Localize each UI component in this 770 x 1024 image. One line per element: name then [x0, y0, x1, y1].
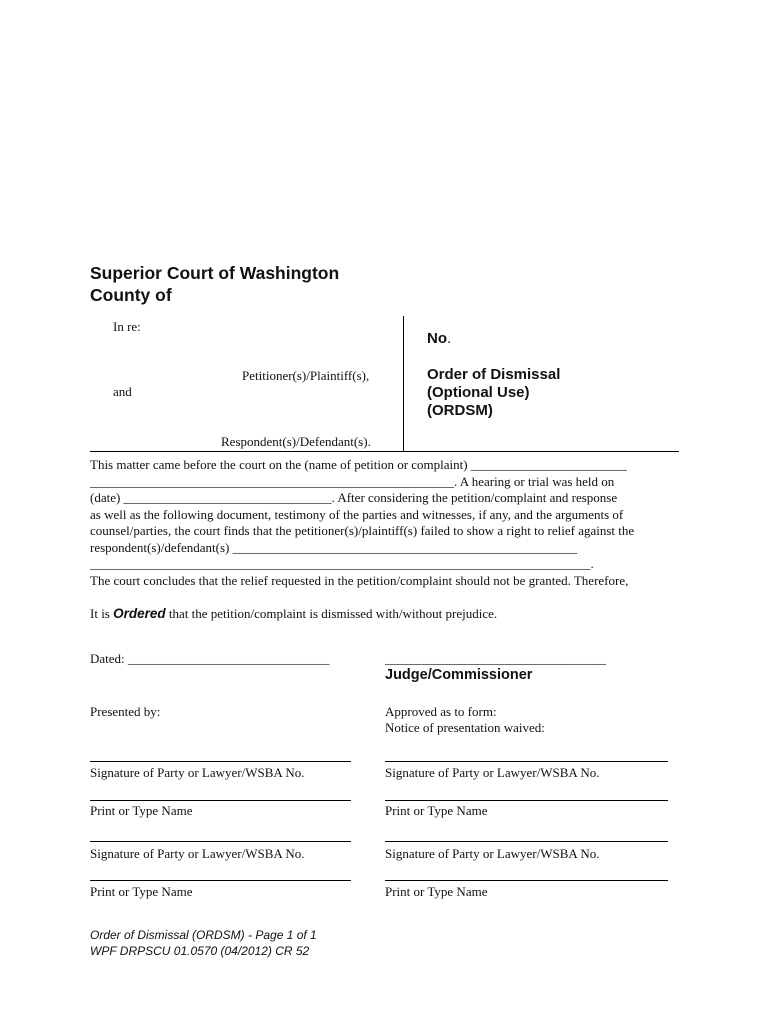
case-number-label: No	[427, 330, 447, 347]
print-name-line-right-2	[385, 880, 668, 881]
county-label: County of	[90, 285, 172, 305]
order-title-line: (ORDSM)	[427, 402, 493, 419]
page-footer	[90, 928, 317, 959]
signature-label-right-1: Signature of Party or Lawyer/WSBA No.	[385, 765, 600, 780]
body-paragraph	[90, 457, 634, 589]
notice-waived-label: Notice of presentation waived:	[385, 720, 545, 735]
print-label-left-2: Print or Type Name	[90, 884, 193, 899]
body-line: This matter came before the court on the (name of petition or complaint) ________________________	[90, 457, 627, 472]
dated-line: Dated: _______________________________	[90, 651, 330, 666]
signature-line-right-2	[385, 841, 668, 842]
body-line: ________________________________________________________. A hearing or trial was held on	[90, 473, 615, 489]
body-line: (date) ________________________________. After considering the petition/complaint and response	[90, 490, 618, 505]
body-line: The court concludes that the relief requested in the petition/complaint should not be granted. Therefore,	[90, 572, 629, 588]
ordered-sentence	[90, 606, 497, 623]
petitioner-label: Petitioner(s)/Plaintiff(s),	[242, 368, 370, 383]
print-label-left-1: Print or Type Name	[90, 803, 193, 818]
footer-title: Order of Dismissal (ORDSM) - Page 1 of 1	[90, 928, 317, 942]
body-line: _____________________________________________________________________________.	[90, 556, 594, 571]
court-name: Superior Court of Washington	[90, 263, 340, 283]
body-line: respondent(s)/defendant(s) _____________________________________________________	[90, 539, 578, 555]
order-title-line: (Optional Use)	[427, 384, 530, 401]
signature-label-left-2: Signature of Party or Lawyer/WSBA No.	[90, 846, 305, 861]
footer-form-code: WPF DRPSCU 01.0570 (04/2012) CR 52	[90, 943, 310, 958]
signature-line-left-2	[90, 841, 351, 842]
order-title-line: Order of Dismissal	[427, 366, 561, 383]
body-line: counsel/parties, the court finds that the petitioner(s)/plaintiff(s) failed to show a right to relief against the	[90, 523, 635, 538]
judge-label: Judge/Commissioner	[385, 667, 533, 683]
print-label-right-2: Print or Type Name	[385, 884, 488, 899]
body-line: as well as the following document, testimony of the parties and witnesses, if any, and the arguments of	[90, 506, 624, 522]
signature-line-right-1	[385, 761, 668, 762]
ordered-word: Ordered	[113, 606, 166, 621]
print-label-right-1: Print or Type Name	[385, 803, 488, 818]
print-name-line-left-1	[90, 800, 351, 801]
caption-vertical-divider	[403, 316, 404, 452]
print-name-line-right-1	[385, 800, 668, 801]
order-title	[427, 366, 560, 420]
caption-horizontal-divider	[90, 451, 679, 452]
approved-label: Approved as to form:	[385, 704, 497, 719]
judge-signature-line: __________________________________	[385, 651, 606, 666]
signature-label-left-1: Signature of Party or Lawyer/WSBA No.	[90, 765, 305, 780]
in-re-label: In re:	[113, 319, 141, 334]
case-number	[427, 330, 451, 347]
respondent-label: Respondent(s)/Defendant(s).	[221, 434, 371, 449]
presented-by-label: Presented by:	[90, 704, 161, 719]
ordered-prefix: It is	[90, 606, 114, 621]
and-label: and	[113, 384, 132, 399]
signature-label-right-2: Signature of Party or Lawyer/WSBA No.	[385, 846, 600, 861]
ordered-suffix: that the petition/complaint is dismissed with/without prejudice.	[165, 606, 498, 621]
court-heading	[90, 262, 339, 306]
print-name-line-left-2	[90, 880, 351, 881]
signature-line-left-1	[90, 761, 351, 762]
case-number-dot: .	[447, 330, 452, 347]
